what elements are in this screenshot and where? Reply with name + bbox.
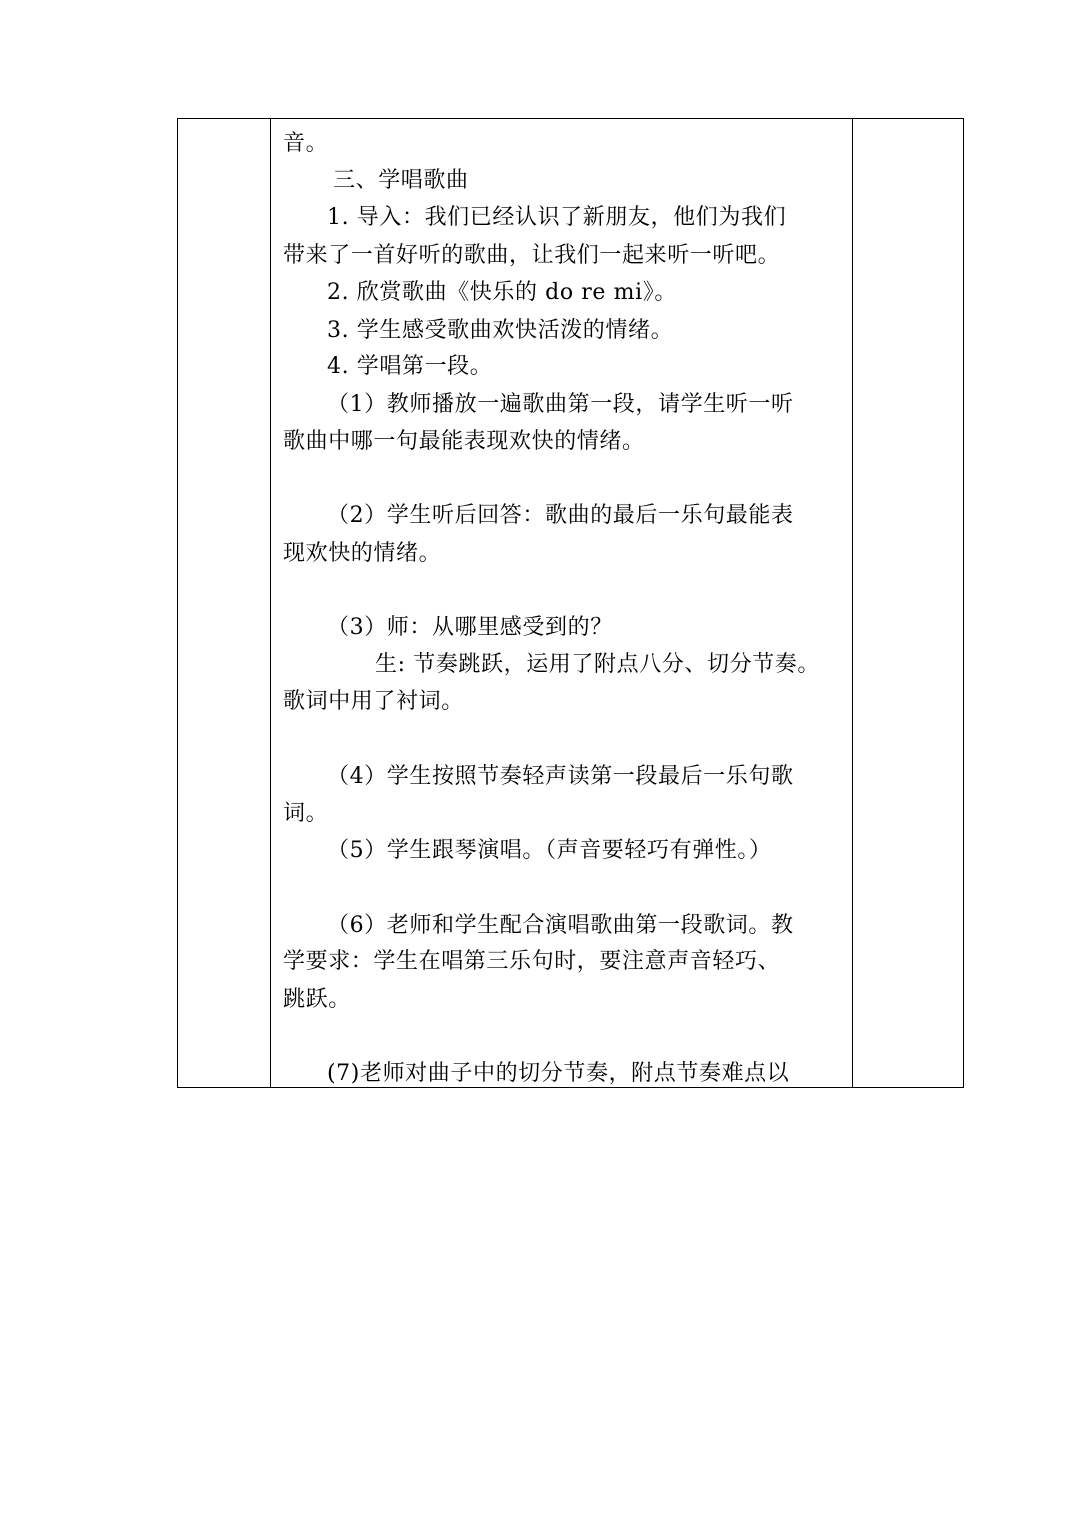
section-heading: 三、学唱歌曲: [333, 167, 469, 193]
text-line: 歌曲中哪一句最能表现欢快的情绪。: [283, 429, 645, 455]
text-line: 2. 欣赏歌曲《快乐的 do re mi》。: [327, 280, 677, 306]
text-line: (7)老师对曲子中的切分节奏，附点节奏难点以: [327, 1061, 790, 1087]
text-line: 音。: [283, 131, 329, 157]
text-line: （2）学生听后回答：歌曲的最后一乐句最能表: [327, 503, 794, 529]
text-line: 3. 学生感受歌曲欢快活泼的情绪。: [327, 317, 674, 343]
text-line: 带来了一首好听的歌曲，让我们一起来听一听吧。: [283, 242, 781, 268]
right-column-divider: [852, 119, 853, 1087]
text-line: （1）教师播放一遍歌曲第一段，请学生听一听: [327, 391, 794, 417]
text-line: （5）学生跟琴演唱。（声音要轻巧有弹性。）: [327, 837, 772, 863]
text-line: 1. 导入：我们已经认识了新朋友，他们为我们: [327, 205, 787, 231]
text-line: 生: 节奏跳跃，运用了附点八分、切分节奏。: [375, 652, 821, 678]
text-line: 学要求：学生在唱第三乐句时，要注意声音轻巧、: [283, 949, 781, 975]
text-line: 歌词中用了衬词。: [283, 689, 464, 715]
text-line: 词。: [283, 801, 329, 826]
text-line: 4. 学唱第一段。: [327, 354, 493, 380]
text-line: 跳跃。: [283, 986, 351, 1012]
lesson-table: [177, 118, 964, 1088]
text-line: （6）老师和学生配合演唱歌曲第一段歌词。教: [327, 912, 794, 938]
text-line: （4）学生按照节奏轻声读第一段最后一乐句歌: [327, 763, 794, 789]
text-line: （3）师：从哪里感受到的？: [327, 614, 613, 640]
content-cell: [271, 119, 852, 1087]
text-line: 现欢快的情绪。: [283, 540, 442, 566]
